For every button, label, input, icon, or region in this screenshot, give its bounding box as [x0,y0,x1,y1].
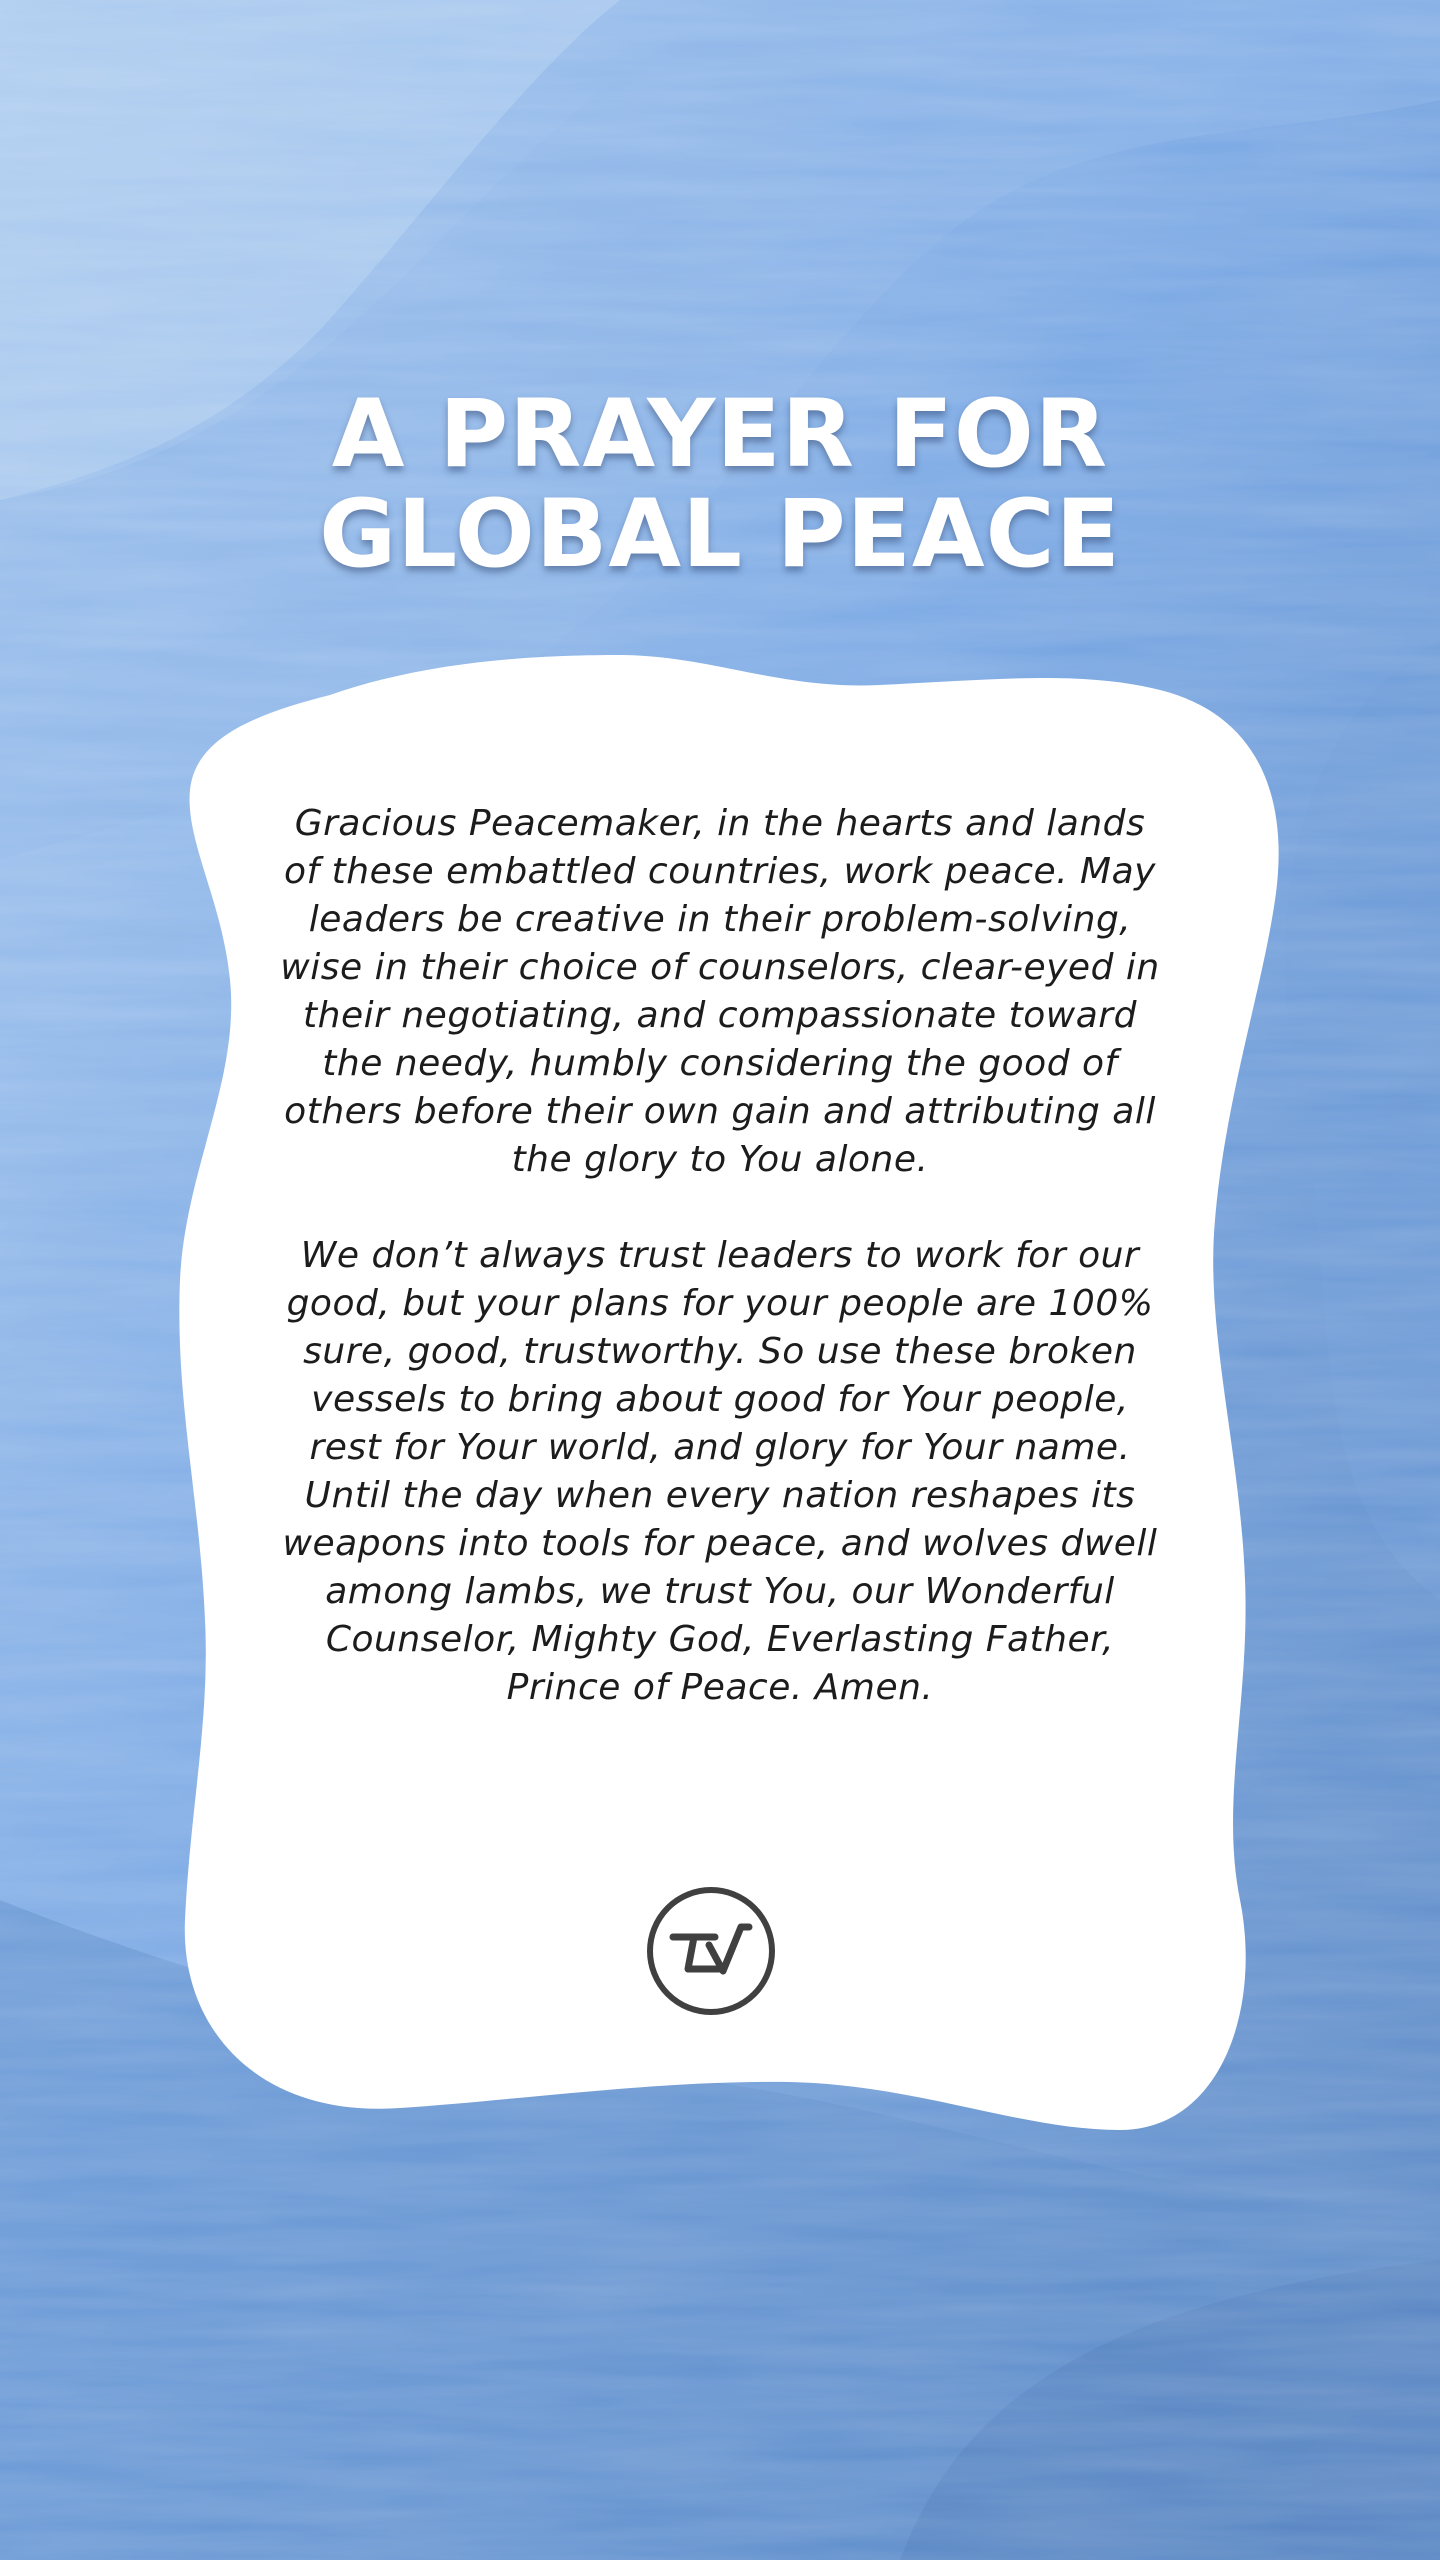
prayer-text [280,800,1160,1712]
prayer-paragraph-1: Gracious Peacemaker, in the hearts and lands of these embattled countries, work peace. May leaders be creative in their problem-solving, wise in their choice of counselors, clear-eyed in their negotiating, and compassionate toward the needy, humbly considering the good of others before their own gain and attributing all the glory to You alone. [280,803,1160,1180]
prayer-paragraph-2: We don’t always trust leaders to work for our good, but your plans for your people are 100% sure, good, trustworthy. So use these broken vessels to bring about good for Your people, rest for Your world, and glory for Your name. Until the day when every nation reshapes its weapons into tools for peace, and wolves dwell among lambs, we trust You, our Wonderful Counselor, Mighty God, Everlasting Father, Prince of Peace. Amen. [282,1235,1158,1708]
tv-monogram-logo-icon [645,1885,777,2017]
title-line-1: A PRAYER FOR [331,380,1109,489]
title-line-2: GLOBAL PEACE [319,480,1121,589]
